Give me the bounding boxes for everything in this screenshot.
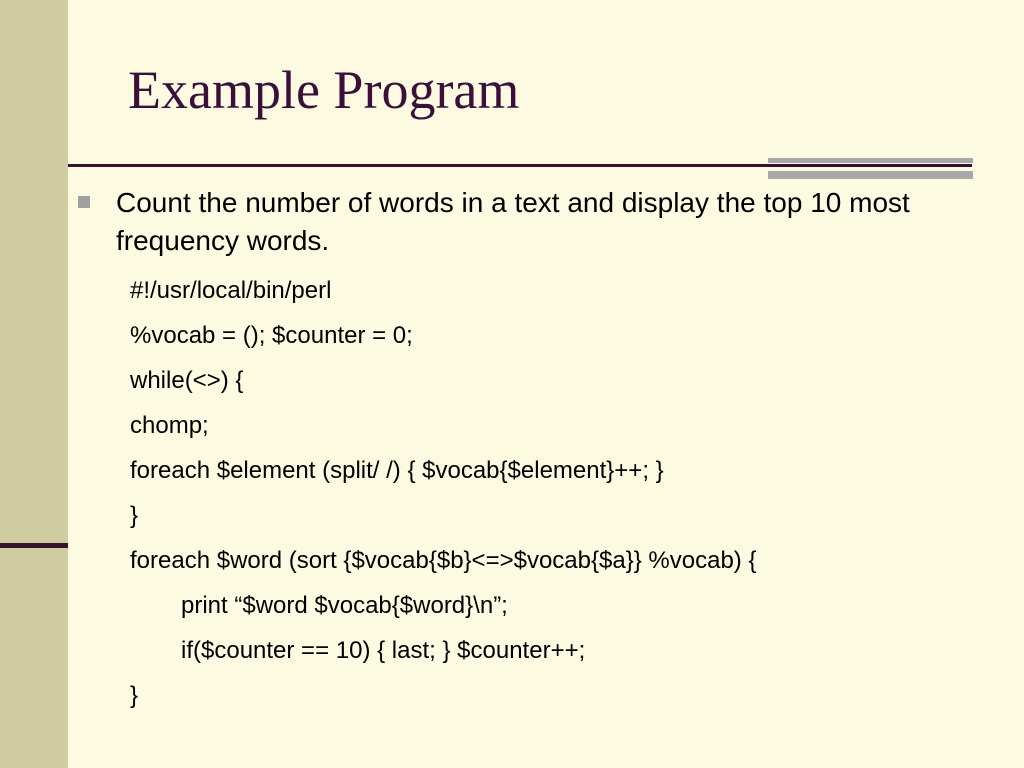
code-line: foreach $element (split/ /) { $vocab{$element}++; } (130, 457, 664, 484)
code-line: } (130, 682, 139, 709)
divider-accent-bar-bottom (768, 171, 973, 179)
square-bullet-icon (78, 196, 90, 208)
code-line: chomp; (130, 412, 209, 439)
divider-accent-bar-top (768, 158, 973, 163)
code-line-indented: if($counter == 10) { last; } $counter++; (181, 637, 586, 664)
title-divider (68, 164, 972, 167)
slide-title: Example Program (128, 60, 520, 120)
code-line: while(<>) { (130, 367, 244, 394)
code-line: } (130, 502, 139, 529)
code-line: %vocab = (); $counter = 0; (130, 322, 413, 349)
bullet-text: Count the number of words in a text and display the top 10 most frequency words. (116, 187, 910, 256)
code-line-indented: print “$word $vocab{$word}\n”; (181, 592, 508, 619)
code-line: #!/usr/local/bin/perl (130, 277, 332, 304)
left-accent-bar (0, 543, 68, 548)
code-block (130, 271, 1010, 721)
code-line: foreach $word (sort {$vocab{$b}<=>$vocab{$a}} %vocab) { (130, 547, 757, 574)
left-decorative-band (0, 0, 68, 768)
